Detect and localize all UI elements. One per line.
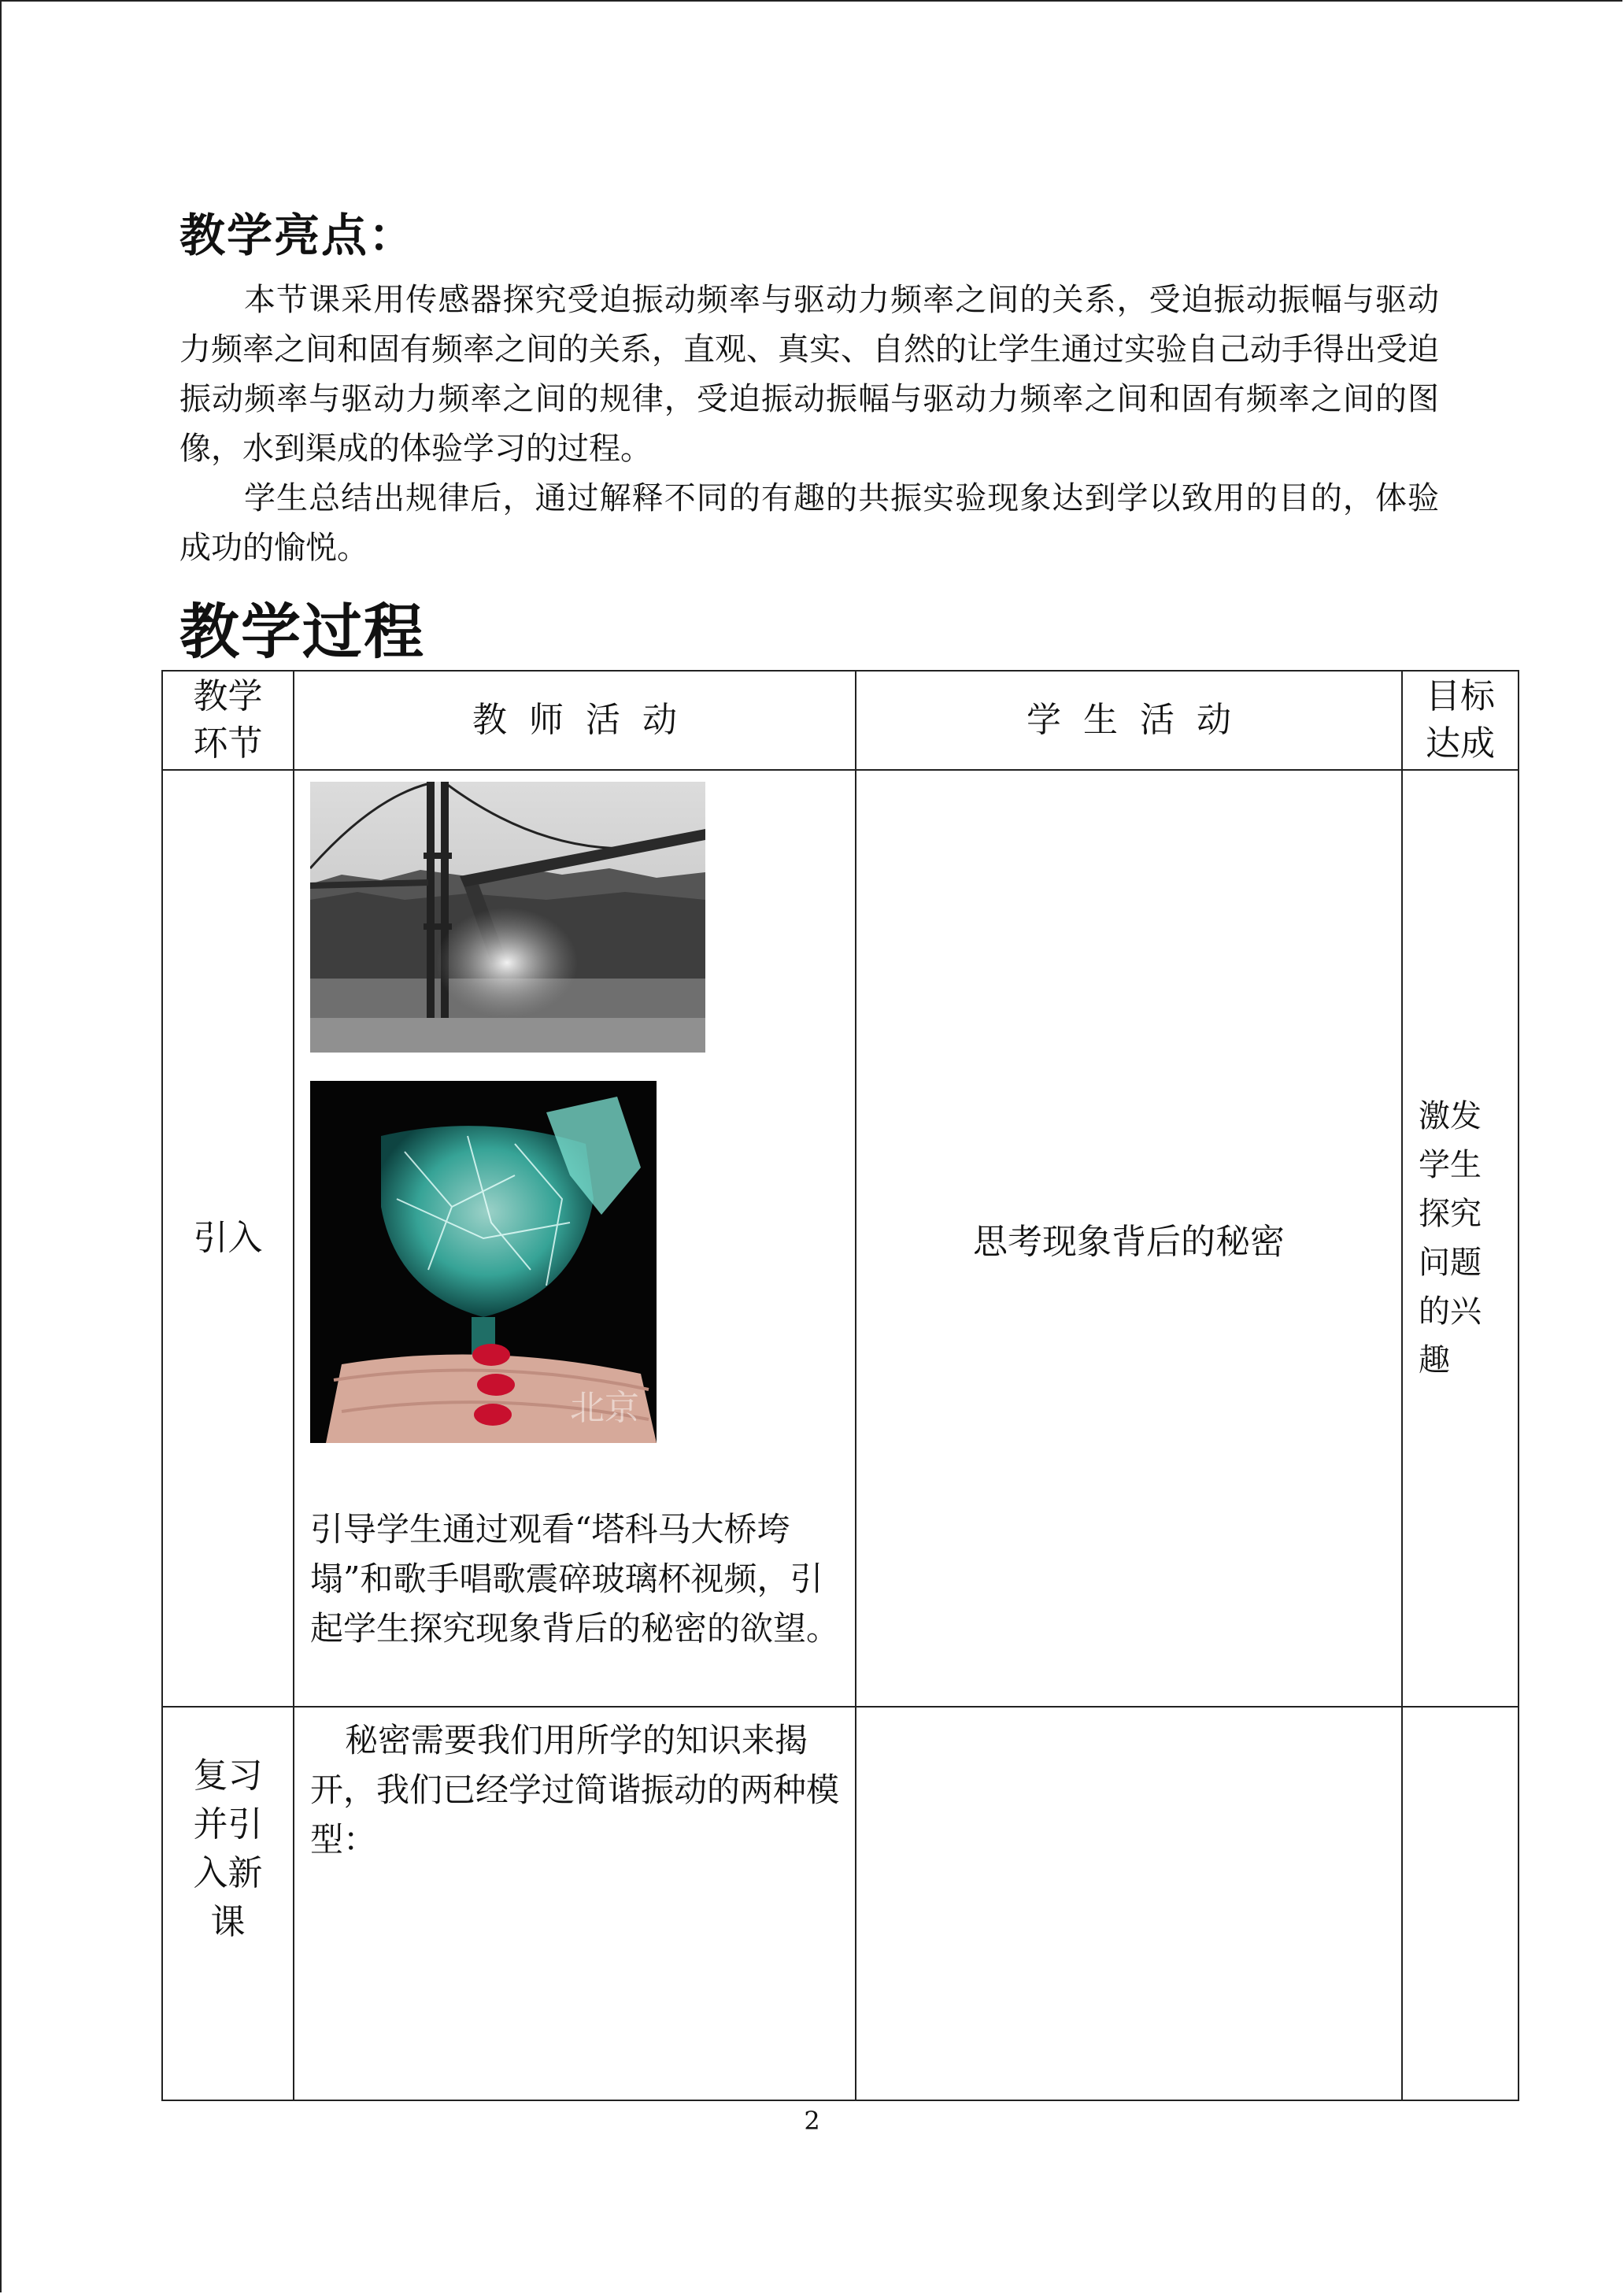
page-number: 2 (804, 2106, 820, 2136)
header-stage-line2: 环节 (193, 723, 263, 764)
header-goal (1402, 671, 1519, 770)
goal-intro-line: 问题 (1419, 1245, 1482, 1281)
header-goal-line1: 目标 (1426, 676, 1495, 716)
student-activity-review (856, 1707, 1402, 2100)
goal-intro-line: 学生 (1419, 1147, 1482, 1183)
table-row (162, 770, 1519, 1707)
shattered-glass-image (310, 1081, 657, 1443)
goal-intro-line: 激发 (1419, 1098, 1482, 1134)
table-header-row (162, 671, 1519, 770)
bridge-collapse-image (310, 782, 705, 1053)
stage-review-line: 入新 (193, 1853, 263, 1893)
teacher-activity-intro (294, 770, 856, 1707)
goal-intro (1402, 770, 1519, 1707)
header-stage-line1: 教学 (193, 676, 263, 716)
teacher-activity-review-text: 秘密需要我们用所学的知识来揭开，我们已经学过简谐振动的两种模型： (310, 1721, 840, 1859)
highlights-paragraph-1: 本节课采用传感器探究受迫振动频率与驱动力频率之间的关系，受迫振动振幅与驱动力频率之间和固有频率之间的关系，直观、真实、自然的让学生通过实验自己动手得出受迫振动频率与驱动力频率之间的规律，受迫振动振幅与驱动力频率之间和固有频率之间的图像，水到渠成的体验学习的过程。 (179, 282, 1439, 467)
header-goal-line2: 达成 (1426, 723, 1495, 764)
highlights-heading: 教学亮点： (179, 209, 416, 262)
stage-review-line: 课 (210, 1902, 246, 1942)
lesson-process-table (161, 670, 1519, 2101)
goal-intro-line: 的兴 (1419, 1293, 1482, 1330)
header-stage (162, 671, 294, 770)
goal-review (1402, 1707, 1519, 2100)
stage-review (162, 1707, 294, 2100)
svg-text:北京: 北京 (570, 1388, 639, 1428)
teacher-activity-review (294, 1707, 856, 2100)
process-heading: 教学过程 (179, 597, 425, 667)
student-activity-intro: 思考现象背后的秘密 (856, 770, 1402, 1707)
stage-review-line: 复习 (193, 1756, 263, 1796)
stage-review-line: 并引 (193, 1804, 263, 1844)
header-student-activity: 学生活动 (856, 671, 1402, 770)
highlights-paragraph-2: 学生总结出规律后，通过解释不同的有趣的共振实验现象达到学以致用的目的，体验成功的愉悦。 (179, 480, 1439, 566)
table-row (162, 1707, 1519, 2100)
goal-intro-line: 趣 (1419, 1342, 1450, 1378)
header-teacher-activity: 教师活动 (294, 671, 856, 770)
stage-intro: 引入 (162, 770, 294, 1707)
teacher-activity-intro-text: 引导学生通过观看“塔科马大桥垮塌”和歌手唱歌震碎玻璃杯视频，引起学生探究现象背后的秘密的欲望。 (310, 1510, 840, 1648)
highlights-body (179, 276, 1439, 573)
goal-intro-line: 探究 (1419, 1196, 1482, 1232)
